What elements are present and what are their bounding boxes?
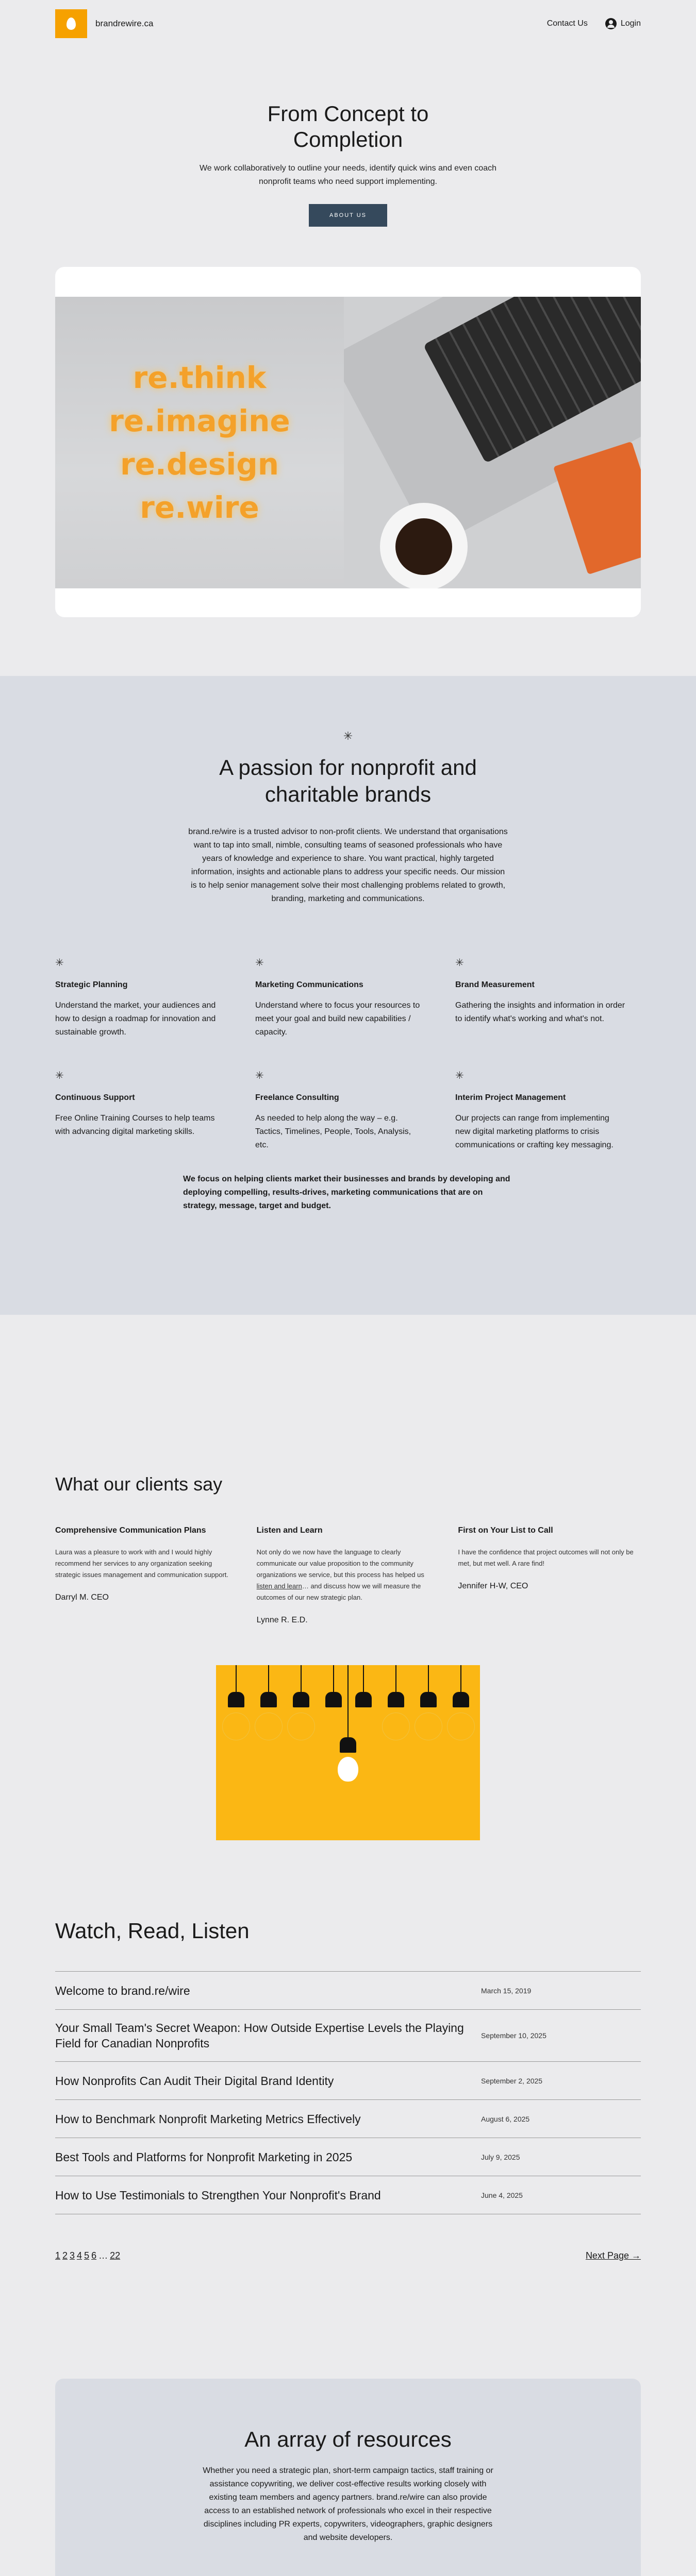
testimonial-heading: Comprehensive Communication Plans: [55, 1526, 206, 1535]
hero-image-words: [55, 297, 344, 588]
cord: [236, 1665, 237, 1692]
lightbulbs-illustration: [216, 1665, 480, 1840]
coffee-cup-shape: [380, 503, 468, 588]
page-link[interactable]: 1: [55, 2250, 61, 2261]
glow-ring: [222, 1713, 250, 1740]
asterisk-icon: ✳: [343, 730, 353, 742]
lamp-shade: [453, 1692, 469, 1707]
page-link[interactable]: 4: [77, 2250, 82, 2261]
testimonial: [55, 1526, 238, 1625]
testimonials-section: [55, 1473, 641, 1840]
passion-intro: brand.re/wire is a trusted advisor to non-profit clients. We understand that organisations want to tap into small, nimble, consulting teams of seasoned professionals who have years of knowledge and experience to share. You want practical, highly targeted information, insights and actionable plans to address your specific needs. Our mission is to help senior management solve their most challenging problems related to growth, branding, marketing and communications.: [188, 827, 508, 903]
cord: [268, 1665, 269, 1692]
testimonial-heading: First on Your List to Call: [458, 1526, 553, 1535]
post-date: June 4, 2025: [481, 2191, 523, 2199]
service-text: Understand where to focus your resources to meet your goal and build new capabilities / capacity.: [255, 1001, 420, 1037]
focus-statement: We focus on helping clients market their businesses and brands by developing and deploying compelling, results-drives, marketing communications that are on strategy, message, target and budget.: [183, 1175, 510, 1210]
asterisk-icon: ✳: [55, 1070, 64, 1081]
testimonial-text-part: … and discuss how we will measure the outcomes of our new strategic plan.: [256, 1582, 421, 1601]
post-row: [55, 1972, 641, 2010]
lamp-shade: [260, 1692, 277, 1707]
testimonials-title: What our clients say: [55, 1473, 223, 1495]
service-item: [455, 956, 641, 1039]
asterisk-icon: ✳: [455, 1070, 464, 1081]
post-date: September 2, 2025: [481, 2076, 543, 2085]
service-title: Interim Project Management: [455, 1093, 566, 1102]
lit-bulb: [338, 1757, 358, 1782]
resources-section: [55, 2379, 641, 2576]
cord: [363, 1665, 364, 1692]
posts-title: Watch, Read, Listen: [55, 1919, 250, 1943]
lamp-shade: [228, 1692, 244, 1707]
hero-image-card: [55, 267, 641, 617]
post-title-link[interactable]: How Nonprofits Can Audit Their Digital Brand Identity: [55, 2074, 334, 2088]
asterisk-icon: ✳: [455, 957, 464, 969]
site-header: [55, 0, 641, 47]
main-nav: [547, 18, 641, 29]
testimonial-text: Laura was a pleasure to work with and I would highly recommend her services to any organization seeking strategic issues management and communication support.: [55, 1548, 229, 1579]
service-text: As needed to help along the way – e.g. Tactics, Timelines, People, Tools, Analysis, etc.: [255, 1114, 411, 1149]
hero-word: re.imagine: [109, 403, 290, 438]
service-title: Brand Measurement: [455, 980, 535, 989]
post-title-link[interactable]: How to Benchmark Nonprofit Marketing Metrics Effectively: [55, 2112, 361, 2126]
hero-word: re.think: [132, 360, 267, 395]
service-title: Freelance Consulting: [255, 1093, 339, 1102]
hero-title: From Concept to Completion: [267, 101, 429, 151]
asterisk-icon: ✳: [255, 957, 264, 969]
glow-ring: [382, 1713, 410, 1740]
page-ellipsis: …: [98, 2250, 108, 2261]
page-link[interactable]: 22: [110, 2250, 121, 2261]
resources-text: Whether you need a strategic plan, short-term campaign tactics, staff training or assistance copywriting, we deliver cost-effective results working closely with existing team members and agency partners. brand.re/wire can also provide access to an established network of professionals who excel in their respective disciplines including PR experts, copywriters, videographers, graphic designers and website developers.: [203, 2466, 493, 2542]
login-label: Login: [620, 19, 641, 28]
lamp-shade: [293, 1692, 309, 1707]
post-row: [55, 2010, 641, 2062]
drop-icon: [67, 18, 76, 30]
testimonial-text: I have the confidence that project outcomes will not only be met, but met well. A rare find!: [458, 1548, 634, 1567]
testimonial: [458, 1526, 641, 1625]
page-link[interactable]: 3: [70, 2250, 75, 2261]
hero-text: We work collaboratively to outline your needs, identify quick wins and even coach nonprofit teams who need support implementing.: [199, 164, 496, 186]
hero-word: re.wire: [140, 490, 259, 525]
service-text: Understand the market, your audiences and how to design a roadmap for innovation and sustainable growth.: [55, 1001, 216, 1037]
lamp-shade: [355, 1692, 372, 1707]
hero-word: re.design: [120, 447, 279, 482]
lamp-shade: [420, 1692, 437, 1707]
post-row: [55, 2176, 641, 2214]
pagination: [55, 2250, 641, 2261]
brand-name[interactable]: brandrewire.ca: [95, 19, 154, 28]
glow-ring: [287, 1713, 315, 1740]
listen-and-learn-link[interactable]: listen and learn: [256, 1582, 302, 1590]
post-date: July 9, 2025: [481, 2153, 520, 2161]
passion-title: A passion for nonprofit and charitable brands: [219, 755, 477, 806]
post-title-link[interactable]: Welcome to brand.re/wire: [55, 1984, 190, 1997]
page-link[interactable]: 5: [84, 2250, 90, 2261]
cord: [460, 1665, 461, 1692]
service-title: Marketing Communications: [255, 980, 363, 989]
testimonial-author: Darryl M. CEO: [55, 1593, 109, 1602]
lamp-shade: [340, 1737, 356, 1753]
page-link[interactable]: 6: [91, 2250, 97, 2261]
posts-list: [55, 1971, 641, 2214]
user-icon: [605, 18, 617, 29]
login-link[interactable]: [605, 18, 641, 29]
next-page-link[interactable]: Next Page →: [585, 2250, 641, 2261]
post-row: [55, 2062, 641, 2100]
service-text: Gathering the insights and information in order to identify what's working and what's not.: [455, 1001, 625, 1023]
service-item: [255, 956, 441, 1039]
logo[interactable]: [55, 9, 87, 38]
cord: [428, 1665, 429, 1692]
testimonial-text-part: Not only do we now have the language to clearly communicate our value proposition to the community organizations we service, but this process has helped us: [256, 1548, 424, 1579]
post-date: August 6, 2025: [481, 2114, 530, 2123]
service-item: [55, 956, 241, 1039]
testimonial-author: Lynne R. E.D.: [256, 1616, 308, 1624]
service-item: [455, 1069, 641, 1152]
glow-ring: [447, 1713, 475, 1740]
cord: [301, 1665, 302, 1692]
service-title: Continuous Support: [55, 1093, 135, 1102]
post-title-link[interactable]: Best Tools and Platforms for Nonprofit Marketing in 2025: [55, 2150, 353, 2164]
glow-ring: [415, 1713, 442, 1740]
lamp-shade: [388, 1692, 404, 1707]
cord: [395, 1665, 396, 1692]
testimonial: [257, 1526, 440, 1625]
page-numbers: [55, 2250, 122, 2261]
nav-contact-link[interactable]: Contact Us: [546, 19, 588, 28]
post-title-link[interactable]: Your Small Team's Secret Weapon: How Outside Expertise Levels the Playing Field for Canadian Nonprofits: [55, 2021, 464, 2050]
post-title-link[interactable]: How to Use Testimonials to Strengthen Your Nonprofit's Brand: [55, 2188, 381, 2202]
asterisk-icon: ✳: [55, 957, 64, 969]
page-link[interactable]: 2: [62, 2250, 68, 2261]
post-date: September 10, 2025: [481, 2031, 546, 2040]
brand[interactable]: [55, 9, 153, 38]
post-row: [55, 2100, 641, 2138]
testimonials-grid: [55, 1526, 641, 1625]
service-text: Our projects can range from implementing new digital marketing platforms to crisis communications or crafting key messaging.: [455, 1114, 614, 1149]
testimonial-author: Jennifer H-W, CEO: [458, 1582, 528, 1590]
passion-section: [0, 676, 696, 1315]
about-us-button[interactable]: ABOUT US: [309, 204, 387, 227]
desk-photo: [344, 297, 641, 588]
asterisk-icon: ✳: [255, 1070, 264, 1081]
cord: [333, 1665, 334, 1692]
resources-title: An array of resources: [244, 2427, 452, 2451]
hero-image: [55, 297, 641, 588]
services-grid: [55, 956, 641, 1152]
hero-section: [0, 47, 696, 227]
testimonial-heading: Listen and Learn: [256, 1526, 323, 1535]
service-item: [55, 1069, 241, 1152]
post-date: March 15, 2019: [481, 1986, 532, 1995]
glow-ring: [255, 1713, 283, 1740]
cord: [347, 1665, 349, 1737]
posts-section: [55, 1919, 641, 2261]
service-text: Free Online Training Courses to help teams with advancing digital marketing skills.: [55, 1114, 215, 1136]
testimonial-text: [257, 1547, 440, 1603]
post-row: [55, 2138, 641, 2176]
lamp-shade: [325, 1692, 342, 1707]
service-title: Strategic Planning: [55, 980, 128, 989]
service-item: [255, 1069, 441, 1152]
